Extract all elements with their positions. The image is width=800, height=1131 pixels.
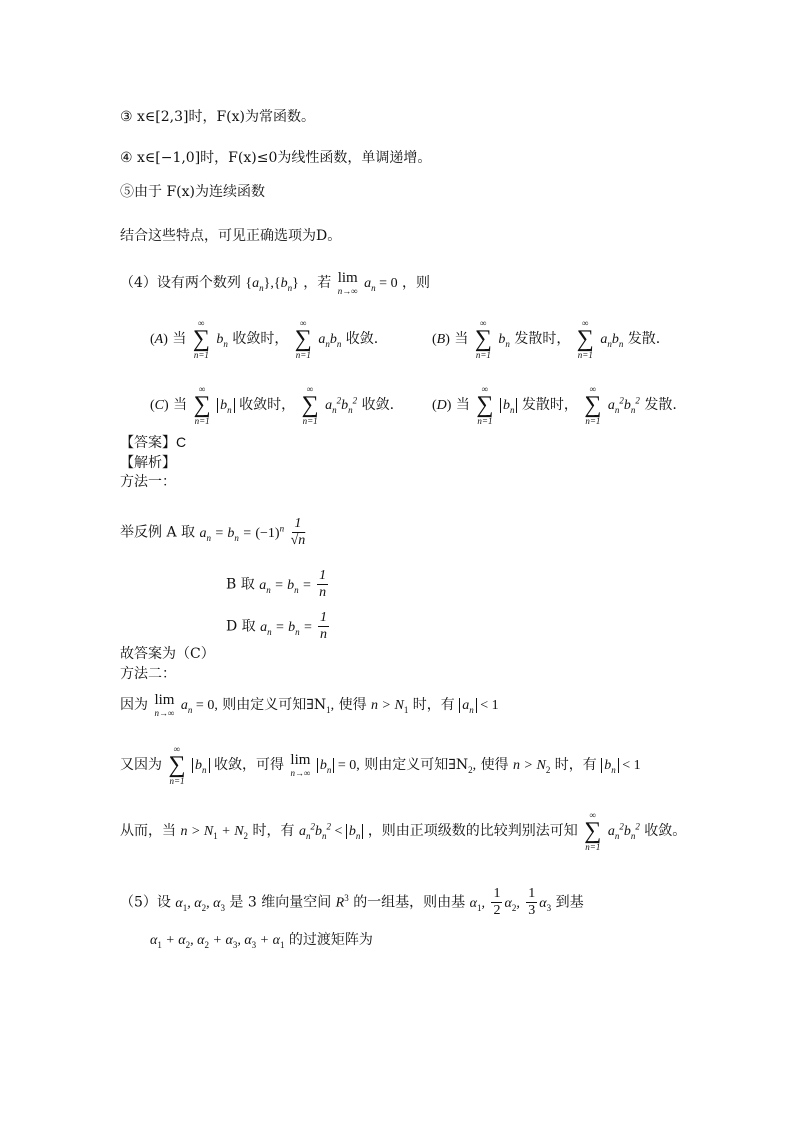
q4-mid: ，若 bbox=[303, 275, 332, 291]
conclusion bbox=[120, 226, 341, 246]
item-3-text: ③ x∈[2,3]时，F(x)为常函数。 bbox=[120, 109, 315, 125]
option-a: (A) 当 ∞ ∑ n=1 $b_n$ 收敛时， ∞ ∑ n=1 $a_nb_n$ 收敛. bbox=[150, 318, 379, 360]
counter-example-d: D 取 $a_n = b_n$ = $\frac{1}{n}$ bbox=[226, 610, 328, 642]
q4-prefix: （4）设有两个数列 bbox=[120, 275, 241, 291]
q4-sequences: $\{a_n\},\{b_n\}$ bbox=[245, 276, 299, 293]
item-5 bbox=[120, 182, 265, 202]
question-5-line-2: $\alpha_1 + \alpha_2$, $\alpha_2 + \alpha_3$, $\alpha_3 + \alpha_1$ 的过渡矩阵为 bbox=[150, 932, 373, 950]
analysis-heading: 【解析】 bbox=[120, 454, 176, 470]
method-2-line-3: 从而，当 $n > N_1 + N_2$ 时，有 $a_n^2b_n^2 < b_n$ ，则由正项级数的比较判别法可知 ∞ ∑ n=1 $a_n^2b_n^2$ 收敛。 bbox=[120, 810, 687, 852]
q4-suffix: ，则 bbox=[402, 275, 431, 291]
q4-limit-expr: $a_n$ bbox=[364, 276, 376, 293]
q4-limit: lim n→∞ bbox=[337, 270, 358, 296]
option-c: (C) 当 ∞ ∑ n=1 $b_n$ 收敛时， ∞ ∑ n=1 $a_n^2b_n^2$ 收敛. bbox=[150, 384, 395, 426]
method-2-line-1: 因为 lim n→∞ $a_n = 0$, 则由定义可知$\exists N_1$, 使得 $n > N_1$ 时，有 $a_n < 1$ bbox=[120, 692, 499, 718]
item-4 bbox=[120, 148, 431, 168]
question-5-stem: （5）设 $\alpha_1$, $\alpha_2$, $\alpha_3$ 是 3 维向量空间 $R^3$ 的一组基，则由基 $\alpha_1$, $\frac{1}{2}$ $\alpha_2$, $\frac{1}{3}$ $\alpha_3$ 到基 bbox=[120, 886, 584, 918]
item-4-text: ④ x∈[−1,0]时，F(x)≤0为线性函数，单调递增。 bbox=[120, 150, 432, 166]
method-2-heading: 方法二： bbox=[120, 666, 176, 682]
item-3 bbox=[120, 107, 315, 127]
final-answer: 故答案为（C） bbox=[120, 646, 215, 662]
question-4-stem: （4）设有两个数列 $\{a_n\},\{b_n\}$ ，若 lim n→∞ $a_n = 0$ ，则 bbox=[120, 270, 431, 296]
answer: 【答案】C bbox=[120, 434, 187, 450]
item-5-text: ⑤由于 F(x)为连续函数 bbox=[120, 184, 265, 200]
counter-example-b: B 取 $a_n = b_n$ = $\frac{1}{n}$ bbox=[226, 568, 327, 600]
conclusion-text: 结合这些特点，可见正确选项为D。 bbox=[120, 228, 342, 244]
option-b: (B) 当 ∞ ∑ n=1 $b_n$ 发散时， ∞ ∑ n=1 $a_nb_n$ 发散. bbox=[432, 318, 661, 360]
method-2-line-2: 又因为 ∞ ∑ n=1 $b_n$ 收敛，可得 lim n→∞ $b_n = 0$, 则由定义可知$\exists N_2$, 使得 $n > N_2$ 时，有 $b_n < 1$ bbox=[120, 744, 641, 786]
option-d: (D) 当 ∞ ∑ n=1 $b_n$ 发散时， ∞ ∑ n=1 $a_n^2b_n^2$ 发散. bbox=[432, 384, 677, 426]
method-1-heading: 方法一： bbox=[120, 474, 176, 490]
counter-example-a: 举反例 A 取 $a_n = b_n = (-1)^n$ $\frac{1}{√n}$ bbox=[120, 516, 306, 548]
